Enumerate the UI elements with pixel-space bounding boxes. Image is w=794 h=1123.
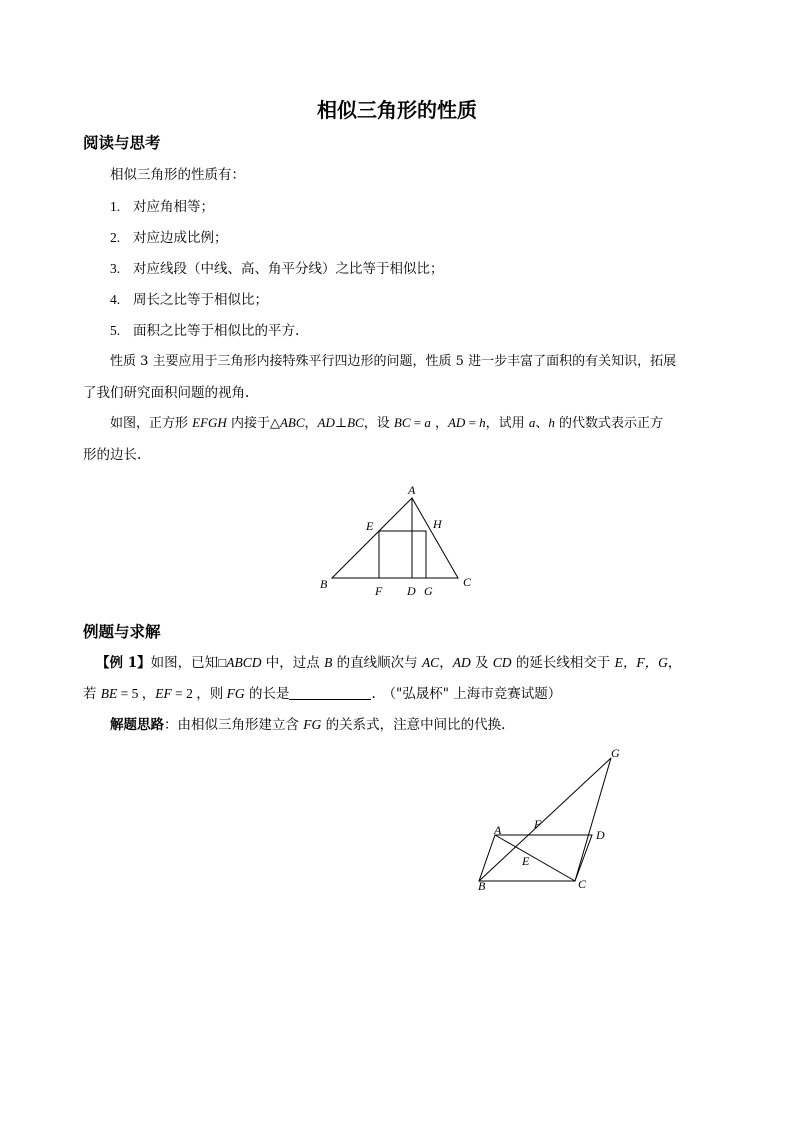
label-d: D <box>407 584 416 598</box>
text-run: 的代数式表示正方 <box>554 416 663 431</box>
math-h: h <box>548 415 555 430</box>
property-text: 对应边成比例； <box>133 230 228 246</box>
text-run: 的长是 <box>244 686 290 702</box>
math-ad: AD <box>452 655 471 670</box>
math-eq: = <box>465 415 480 430</box>
example-line <box>83 682 561 702</box>
label-e: E <box>522 854 530 868</box>
text-run: = 5 ， <box>117 686 156 701</box>
math-be: BE <box>100 686 118 701</box>
text-run: 如图，正方形 <box>110 416 193 431</box>
label-c: C <box>578 877 587 891</box>
label-e: E <box>366 519 374 533</box>
text-run: 的直线顺次与 <box>332 655 422 671</box>
property-text: 对应线段（中线、高、角平分线）之比等于相似比； <box>133 261 444 277</box>
text-run: ，试用 <box>485 416 529 431</box>
math-ac: AC <box>421 655 440 670</box>
text-run: ：由相似三角形建立含 <box>164 717 304 733</box>
math-b: B <box>324 655 333 670</box>
diagonal-ac <box>495 835 575 881</box>
property-item <box>110 226 228 246</box>
label-b: B <box>320 577 328 591</box>
math-perp: ⊥ <box>334 415 348 430</box>
extension-cg <box>575 758 611 881</box>
section-heading-reading: 阅读与思考 <box>83 133 161 152</box>
figure-inscribed-square <box>310 478 490 602</box>
label-b: B <box>478 879 486 893</box>
label-g: G <box>611 746 620 760</box>
figure-parallelogram <box>468 745 638 895</box>
label-g: G <box>424 584 433 598</box>
label-f: F <box>375 584 383 598</box>
math-ad: AD <box>317 415 335 430</box>
math-h: h <box>479 415 486 430</box>
line-bg <box>479 758 611 881</box>
source-note: . （"弘晟杯" 上海市竞赛试题） <box>371 686 562 702</box>
paragraph-line: 了我们研究面积问题的视角. <box>83 385 250 401</box>
math-a: a <box>424 415 431 430</box>
page-title: 相似三角形的性质 <box>317 98 477 122</box>
property-text: 对应角相等； <box>133 199 214 215</box>
example-line <box>96 651 681 671</box>
math-fg: FG <box>226 686 245 701</box>
text-run: ， <box>304 416 318 431</box>
text-run: 如图，已知 <box>150 655 219 671</box>
math-efg: E，F，G <box>614 655 668 670</box>
property-number: 4. <box>110 292 121 307</box>
text-run: = 2 ，则 <box>171 686 227 701</box>
property-number: 5. <box>110 323 121 338</box>
square-efgh <box>379 531 426 578</box>
label-a: A <box>494 823 502 837</box>
math-ad: AD <box>447 415 466 430</box>
hint-line <box>110 713 505 733</box>
section-heading-examples: 例题与求解 <box>83 622 161 641</box>
text-run: 的关系式，注意中间比的代换. <box>321 717 506 733</box>
property-number: 3. <box>110 261 121 276</box>
math-bc: BC <box>393 415 411 430</box>
example-tag: 【例 1】 <box>96 655 151 671</box>
math-parallelogram: □ABCD <box>218 655 262 670</box>
text-run: 中，过点 <box>261 655 325 671</box>
property-text: 面积之比等于相似比的平方. <box>133 323 300 339</box>
math-bc: BC <box>347 415 364 430</box>
text-run: 的延长线相交于 <box>511 655 615 671</box>
text-run: 及 <box>470 655 493 671</box>
math-fg: FG <box>303 717 322 732</box>
math-eq: = <box>410 415 425 430</box>
answer-blank[interactable] <box>289 685 371 700</box>
property-item <box>110 288 268 308</box>
text-run: ， <box>667 655 682 671</box>
label-h: H <box>433 517 442 531</box>
hint-label: 解题思路 <box>110 717 164 733</box>
label-a: A <box>408 483 416 497</box>
property-item <box>110 257 444 277</box>
property-number: 2. <box>110 230 121 245</box>
text-run: 内接于△ <box>226 416 280 431</box>
text-run: ， <box>430 416 448 431</box>
problem-statement-line <box>110 412 663 431</box>
triangle-abc <box>332 498 458 578</box>
text-run: 、 <box>535 416 549 431</box>
property-item <box>110 319 299 339</box>
label-f: F <box>534 817 542 831</box>
text-run: 若 <box>83 686 101 702</box>
math-cd: CD <box>492 655 512 670</box>
math-efgh: EFGH <box>192 415 227 430</box>
property-text: 周长之比等于相似比； <box>133 292 268 308</box>
math-a: a <box>528 415 536 430</box>
property-item <box>110 195 214 215</box>
property-number: 1. <box>110 199 121 214</box>
paragraph-line: 性质 3 主要应用于三角形内接特殊平行四边形的问题，性质 5 进一步丰富了面积的有关知识，拓展 <box>110 354 677 369</box>
problem-statement-line: 形的边长. <box>83 447 142 463</box>
label-d: D <box>596 828 605 842</box>
math-abc: ABC <box>279 415 305 430</box>
math-ef: EF <box>155 686 172 701</box>
label-c: C <box>463 575 472 589</box>
properties-intro: 相似三角形的性质有： <box>110 167 245 183</box>
text-run: ， <box>439 655 453 671</box>
text-run: ，设 <box>363 416 394 431</box>
